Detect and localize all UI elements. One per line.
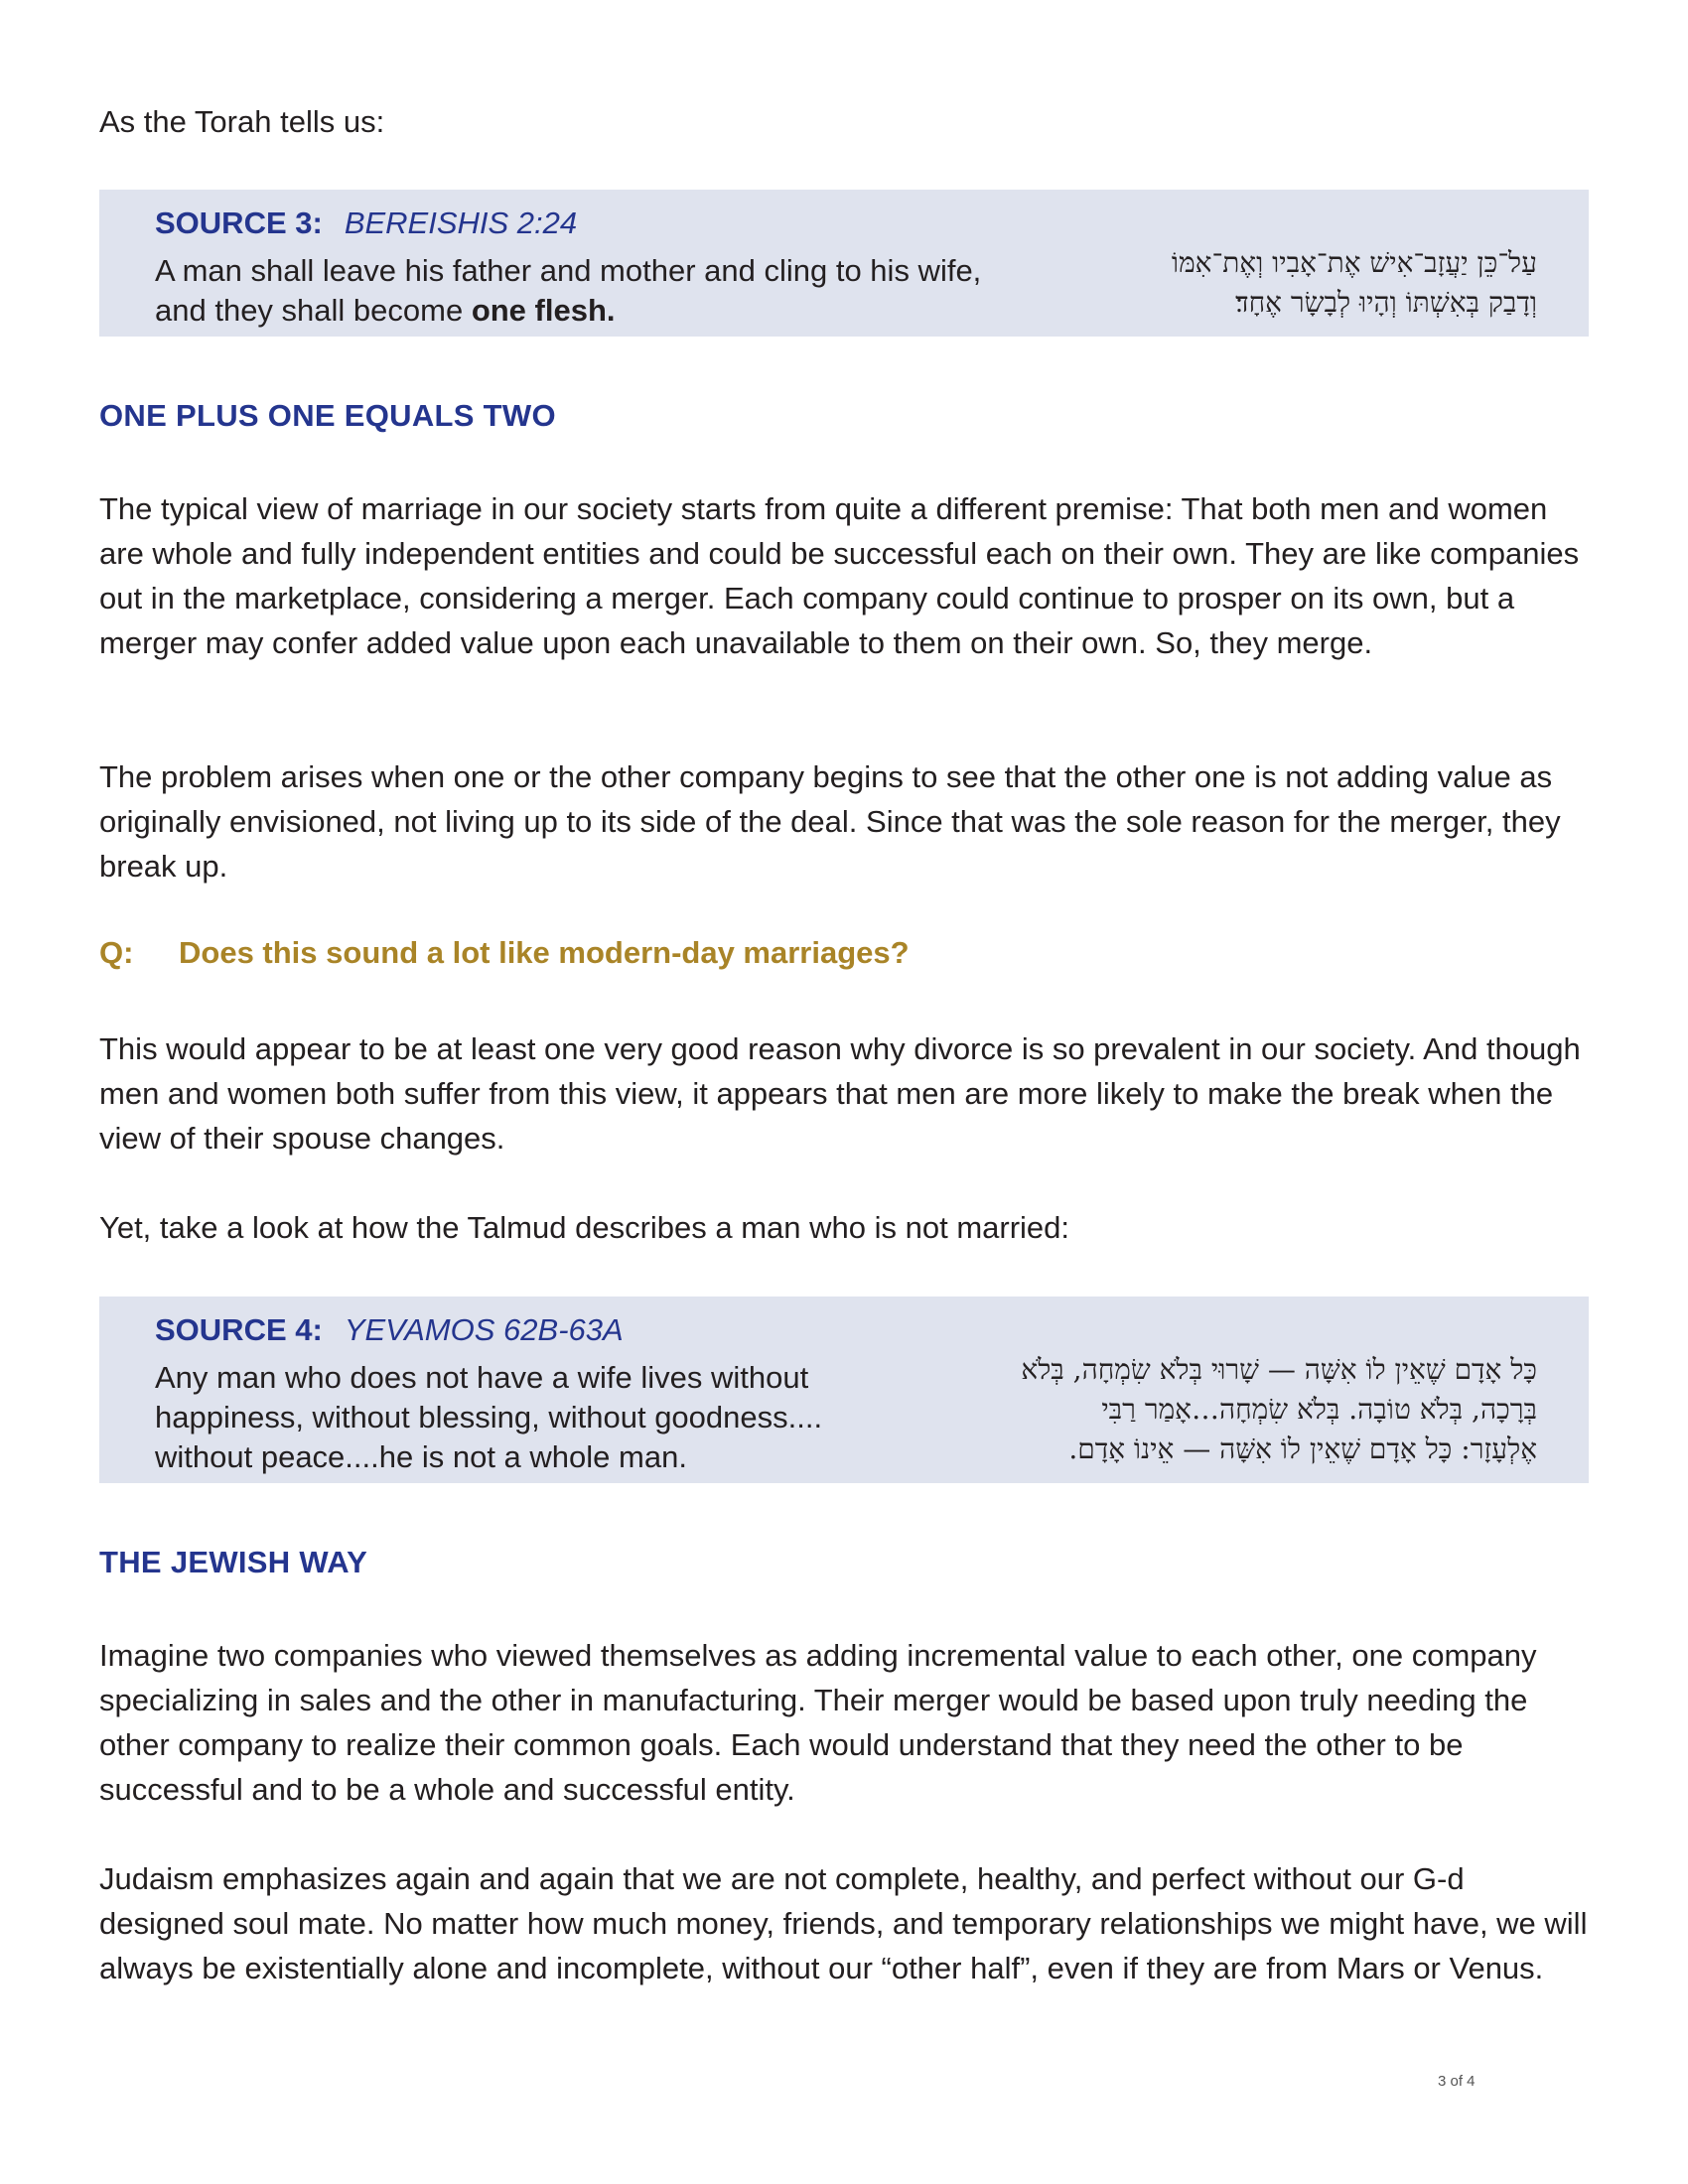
source-4-reference: YEVAMOS 62B-63A bbox=[344, 1312, 624, 1347]
source-3-english bbox=[155, 251, 989, 331]
source-4-box bbox=[99, 1297, 1589, 1483]
source-3-hebrew bbox=[1172, 243, 1537, 323]
source-3-hebrew-line-1: עַל־כֵּן יַעֲזָב־אִישׁ אֶת־אָבִיו וְאֶת־אִמּוֹ bbox=[1171, 246, 1537, 279]
source-4-title: SOURCE 4: bbox=[155, 1312, 323, 1347]
source-3-english-bold: one flesh. bbox=[471, 293, 616, 328]
question-text: Does this sound a lot like modern-day marriages? bbox=[179, 935, 910, 970]
source-4-english: Any man who does not have a wife lives without happiness, without blessing, without goodness.... without peace....he is not a whole man. bbox=[155, 1360, 823, 1474]
paragraph-1: The typical view of marriage in our society starts from quite a different premise: That both men and women are whole and fully independent entities and could be successful each on their own. They are like companies out in the marketplace, considering a merger. Each company could continue to prosper on its own, but a merger may confer added value upon each unavailable to them on their own. So, they merge. bbox=[99, 491, 1580, 660]
paragraph-6: Judaism emphasizes again and again that we are not complete, healthy, and perfect without our G-d designed soul mate. No matter how much money, friends, and temporary relationships we might have, we will always be existentially alone and incomplete, without our “other half”, even if they are from Mars or Venus. bbox=[99, 1861, 1588, 1985]
source-4-hebrew-line-1: כָּל אָדָם שֶׁאֵין לוֹ אִשָּׁה — שָׁרוּי בְּלֹא שִׂמְחָה, בְּלֹא bbox=[1021, 1353, 1537, 1386]
source-3-hebrew-line-2: וְדָבַק בְּאִשְׁתּוֹ וְהָיוּ לְבָשָׂר אֶחָד׃ bbox=[1235, 286, 1537, 319]
section-heading-jewish-way: THE JEWISH WAY bbox=[99, 1545, 368, 1579]
source-3-label bbox=[155, 205, 577, 241]
source-3-reference: BEREISHIS 2:24 bbox=[344, 205, 578, 240]
source-4-hebrew-line-2: בְּרָכָה, בְּלֹא טוֹבָה. בְּלֹא שִׂמְחָה…אָמַר רַבִּי bbox=[1101, 1393, 1537, 1426]
source-4-hebrew bbox=[1021, 1350, 1537, 1469]
source-4-hebrew-line-3: אֶלְעָזָר: כָּל אָדָם שֶׁאֵין לוֹ אִשָּׁה — אֵינוֹ אָדָם. bbox=[1068, 1433, 1537, 1465]
source-3-box bbox=[99, 190, 1589, 337]
paragraph-3: This would appear to be at least one very good reason why divorce is so prevalent in our society. And though men and women both suffer from this view, it appears that men are more likely to make the break when the view of their spouse changes. bbox=[99, 1031, 1581, 1156]
question-label: Q: bbox=[99, 935, 134, 970]
source-3-title: SOURCE 3: bbox=[155, 205, 323, 240]
paragraph-5: Imagine two companies who viewed themselves as adding incremental value to each other, one company specializing in sales and the other in manufacturing. Their merger would be based upon truly needing the other company to realize their common goals. Each would understand that they need the other to be successful and to be a whole and successful entity. bbox=[99, 1638, 1537, 1807]
section-heading-one-plus-one: ONE PLUS ONE EQUALS TWO bbox=[99, 398, 556, 433]
paragraph-2: The problem arises when one or the other company begins to see that the other one is not adding value as originally envisioned, not living up to its side of the deal. Since that was the sole reason for the merger, they break up. bbox=[99, 759, 1561, 884]
page-number: 3 of 4 bbox=[1438, 2073, 1476, 2090]
source-3-english-text: A man shall leave his father and mother and cling to his wife, and they shall become bbox=[155, 253, 982, 328]
intro-text: As the Torah tells us: bbox=[99, 104, 385, 139]
question bbox=[99, 935, 910, 971]
paragraph-4: Yet, take a look at how the Talmud describes a man who is not married: bbox=[99, 1210, 1070, 1245]
source-4-label bbox=[155, 1312, 624, 1348]
